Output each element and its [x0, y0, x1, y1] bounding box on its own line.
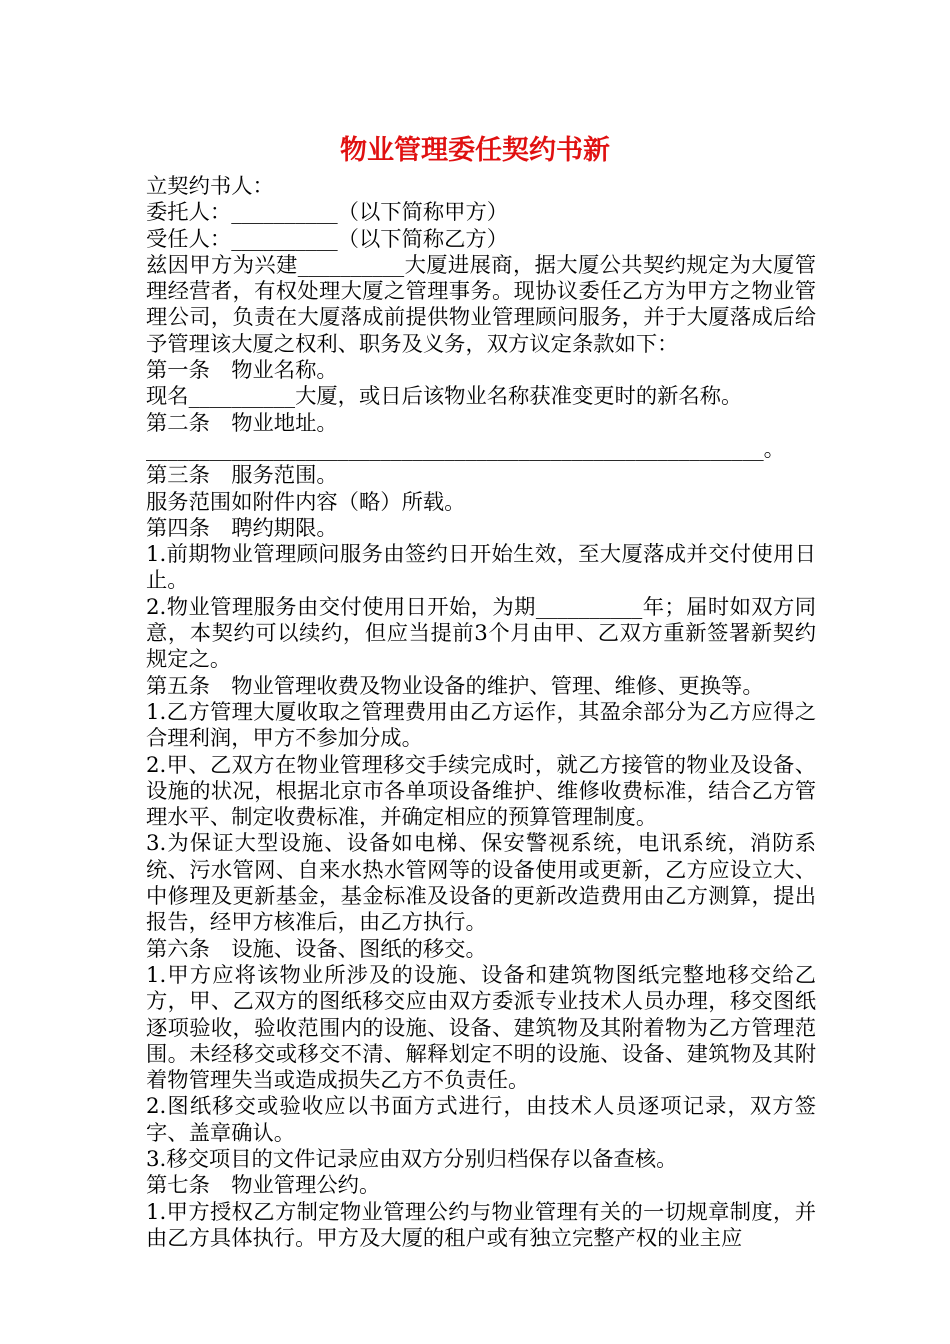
document-paragraph: 1.甲方应将该物业所涉及的设施、设备和建筑物图纸完整地移交给乙方，甲、乙双方的图纸移交应由双方委派专业技术人员办理，移交图纸逐项验收，验收范围内的设施、设备、建筑物及其附着物为乙方管理范围。未经移交或移交不清、解释划定不明的设施、设备、建筑物及其附着物管理失当或造成损失乙方不负责任。 — [146, 962, 816, 1094]
document-paragraph: 第一条 物业名称。 — [146, 358, 338, 384]
document-paragraph: 2.图纸移交或验收应以书面方式进行，由技术人员逐项记录，双方签字、盖章确认。 — [146, 1094, 816, 1146]
document-paragraph: 第七条 物业管理公约。 — [146, 1173, 381, 1199]
document-paragraph: 委托人：__________（以下简称甲方） — [146, 200, 509, 226]
document-paragraph: 第三条 服务范围。 — [146, 463, 338, 489]
document-paragraph: 1.甲方授权乙方制定物业管理公约与物业管理有关的一切规章制度，并由乙方具体执行。甲方及大厦的租户或有独立完整产权的业主应 — [146, 1199, 816, 1251]
document-paragraph: __________________________________________________________。 — [146, 436, 785, 462]
document-paragraph: 第五条 物业管理收费及物业设备的维护、管理、维修、更换等。 — [146, 673, 764, 699]
document-paragraph: 第六条 设施、设备、图纸的移交。 — [146, 936, 487, 962]
document-title: 物业管理委任契约书新 — [340, 135, 610, 166]
document-paragraph: 2.甲、乙双方在物业管理移交手续完成时，就乙方接管的物业及设备、设施的状况，根据北京市各单项设备维护、维修收费标准，结合乙方管理水平、制定收费标准，并确定相应的预算管理制度。 — [146, 752, 816, 831]
document-paragraph: 2.物业管理服务由交付使用日开始，为期__________年；届时如双方同意，本契约可以续约，但应当提前3个月由甲、乙双方重新签署新契约规定之。 — [146, 594, 816, 673]
document-paragraph: 3.为保证大型设施、设备如电梯、保安警视系统，电讯系统，消防系统、污水管网、自来水热水管网等的设备使用或更新，乙方应设立大、中修理及更新基金，基金标准及设备的更新改造费用由乙方测算，提出报告，经甲方核准后，由乙方执行。 — [146, 831, 816, 936]
document-paragraph: 立契约书人： — [146, 174, 274, 199]
document-paragraph: 受任人：__________（以下简称乙方） — [146, 226, 509, 252]
document-paragraph: 现名__________大厦，或日后该物业名称获准变更时的新名称。 — [146, 384, 743, 410]
document-paragraph: 1.前期物业管理顾问服务由签约日开始生效，至大厦落成并交付使用日止。 — [146, 542, 816, 594]
document-paragraph: 3.移交项目的文件记录应由双方分别归档保存以备查核。 — [146, 1146, 678, 1172]
document-paragraph: 第二条 物业地址。 — [146, 410, 338, 436]
document-paragraph: 兹因甲方为兴建__________大厦进展商，据大厦公共契约规定为大厦管理经营者，有权处理大厦之管理事务。现协议委任乙方为甲方之物业管理公司，负责在大厦落成前提供物业管理顾问服务，并于大厦落成后给予管理该大厦之权利、职务及义务，双方议定条款如下： — [146, 252, 816, 357]
document-body — [146, 174, 816, 1252]
document-paragraph: 第四条 聘约期限。 — [146, 515, 338, 541]
document-paragraph: 1.乙方管理大厦收取之管理费用由乙方运作，其盈余部分为乙方应得之合理利润，甲方不参加分成。 — [146, 699, 816, 752]
document-paragraph: 服务范围如附件内容（略）所载。 — [146, 489, 466, 515]
